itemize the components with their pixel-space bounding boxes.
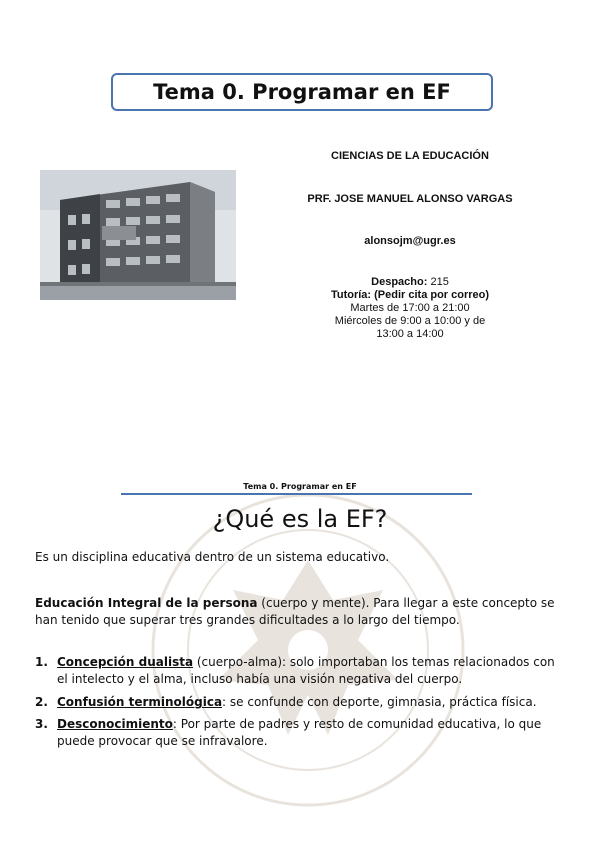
- running-head: Tema 0. Programar en EF: [243, 482, 357, 491]
- list-term: Desconocimiento: [57, 717, 173, 731]
- integral-rest: (cuerpo y mente). Para llegar a este concepto se han tenido que superar tres grandes dificultades a lo largo del tiempo.: [35, 596, 555, 627]
- list-term: Concepción dualista: [57, 655, 194, 669]
- list-item: [35, 716, 565, 750]
- university-seal-watermark: [148, 490, 468, 810]
- building-photo: [40, 170, 236, 300]
- list-item: [35, 694, 565, 711]
- list-text: : Por parte de padres y resto de comunidad educativa, lo que puede provocar que se infravalore.: [57, 717, 542, 748]
- list-number: 1.: [35, 655, 48, 669]
- department-label: CIENCIAS DE LA EDUCACIÓN: [331, 150, 489, 162]
- tutoria-label: Tutoría: (Pedir cita por correo): [330, 289, 490, 301]
- list-text: (cuerpo-alma): solo importaban los temas relacionados con el intelecto y el alma, incluso había una visión negativa del cuerpo.: [57, 655, 555, 686]
- schedule-line-3: 13:00 a 14:00: [376, 328, 444, 340]
- schedule-line-1: Martes de 17:00 a 21:00: [350, 302, 470, 314]
- page-title: Tema 0. Programar en EF: [153, 80, 451, 104]
- office-hours: [300, 276, 520, 341]
- professor-name: PRF. JOSE MANUEL ALONSO VARGAS: [307, 193, 513, 205]
- list-number: 3.: [35, 717, 48, 731]
- office-label: Despacho:: [371, 276, 428, 288]
- section-heading: ¿Qué es la EF?: [212, 505, 388, 533]
- title-box: [111, 73, 493, 111]
- paragraph-intro: Es un disciplina educativa dentro de un sistema educativo.: [35, 550, 390, 564]
- list-item: [35, 654, 565, 688]
- list-term: Confusión terminológica: [57, 695, 223, 709]
- schedule-line-2: Miércoles de 9:00 a 10:00 y de: [334, 315, 486, 327]
- paragraph-integral: [35, 595, 565, 629]
- header-rule: [121, 493, 472, 495]
- list-text: : se confunde con deporte, gimnasia, práctica física.: [222, 695, 537, 709]
- office-value: 215: [430, 276, 449, 288]
- integral-term: Educación Integral de la persona: [35, 596, 258, 610]
- email-link[interactable]: alonsojm@ugr.es: [364, 235, 456, 247]
- list-number: 2.: [35, 695, 48, 709]
